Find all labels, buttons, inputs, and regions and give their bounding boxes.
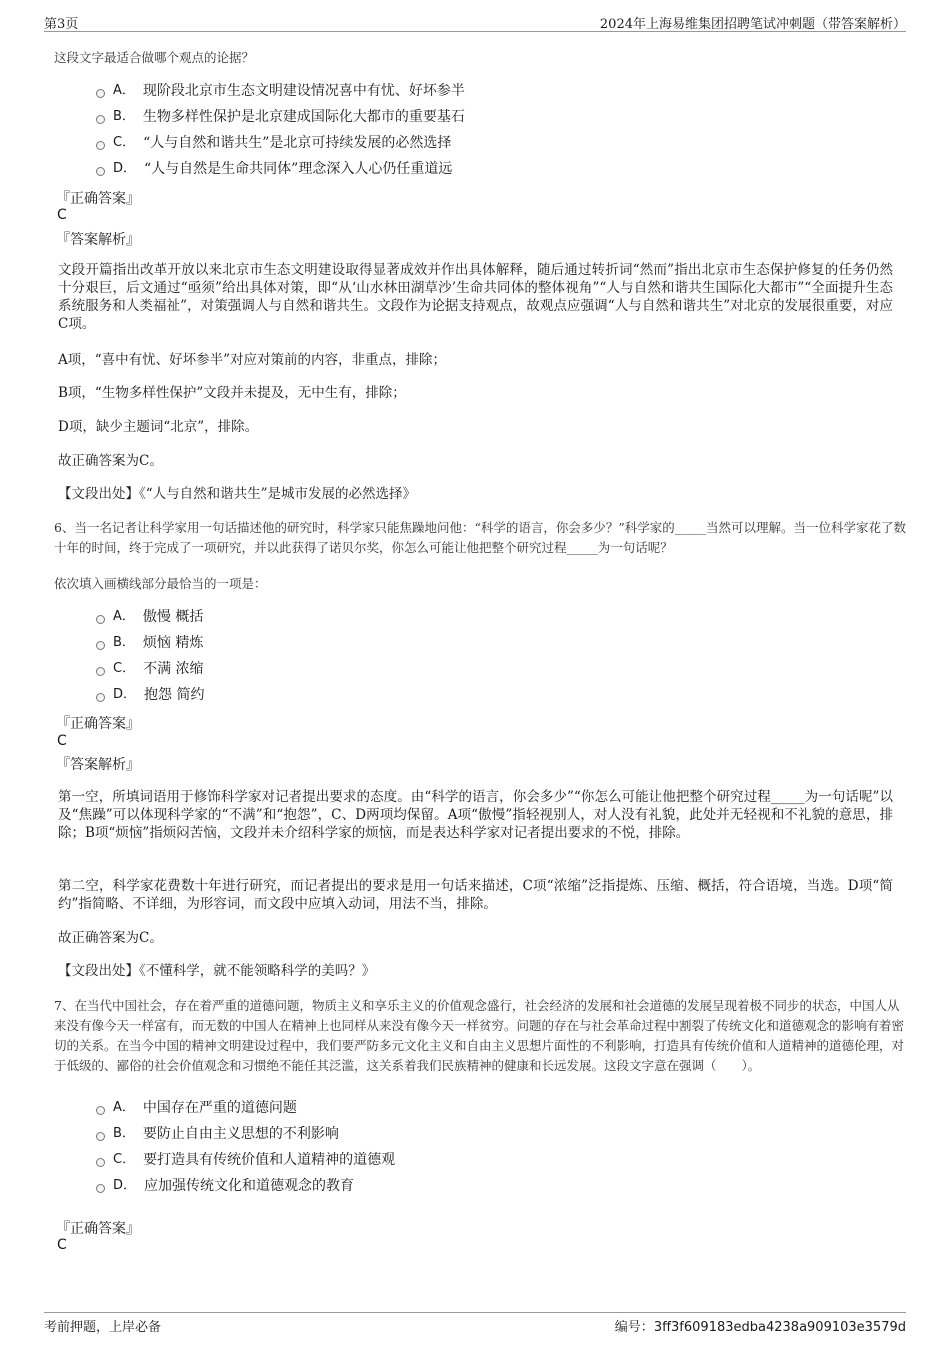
q6-answer-label: 『正确答案』 xyxy=(56,716,140,732)
document-title: 2024年上海易维集团招聘笔试冲刺题（带答案解析） xyxy=(599,17,906,32)
q6-analysis-paragraph: 第一空，所填词语用于修饰科学家对记者提出要求的态度。由“科学的语言，你会多少”“你怎么可能让他把整个研究过程_____为一句话呢”以及“焦躁”可以体现科学家的“不满”和“抱怨”，C、D两项均保留。A项“傲慢”指轻视别人，对人没有礼貌，此处并无轻视和不礼貌的意思，排除；B项“烦恼”指烦闷苦恼，文段并未介绍科学家的烦恼，而是表达科学家对记者提出要求的不悦，排除。 xyxy=(58,789,893,841)
q6-source: 【文段出处】《不懂科学，就不能领略科学的美吗？》 xyxy=(58,963,376,979)
q6-option-a[interactable]: A． 傲慢 概括 xyxy=(96,607,203,627)
radio-icon[interactable] xyxy=(96,615,105,624)
q7-option-d[interactable]: D． 应加强传统文化和道德观念的教育 xyxy=(96,1176,354,1196)
q5-analysis-paragraph: 故正确答案为C。 xyxy=(58,453,163,469)
radio-icon[interactable] xyxy=(96,141,105,150)
radio-icon[interactable] xyxy=(96,167,105,176)
q7-option-a[interactable]: A． 中国存在严重的道德问题 xyxy=(96,1098,297,1118)
radio-icon[interactable] xyxy=(96,1158,105,1167)
q7-answer: C xyxy=(57,1237,67,1253)
q6-answer: C xyxy=(57,733,67,749)
radio-icon[interactable] xyxy=(96,1132,105,1141)
q5-analysis-paragraph: 文段开篇指出改革开放以来北京市生态文明建设取得显著成效并作出具体解释，随后通过转折词“然而”指出北京市生态保护修复的任务仍然十分艰巨，后文通过“亟须”给出具体对策，即“从‘山水林田湖草沙’生命共同体的整体视角”“人与自然和谐共生国际化大都市”“全面提升生态系统服务和人类福祉”，对策强调人与自然和谐共生。文段作为论据支持观点，故观点应强调“人与自然和谐共生”对北京的发展很重要，对应C项。 xyxy=(58,262,893,332)
document-code xyxy=(615,1316,906,1335)
q7-answer-label: 『正确答案』 xyxy=(56,1221,140,1237)
q5-option-b[interactable]: B． 生物多样性保护是北京建成国际化大都市的重要基石 xyxy=(96,107,465,127)
radio-icon[interactable] xyxy=(96,641,105,650)
q5-answer-label: 『正确答案』 xyxy=(56,191,140,207)
page-number: 第3页 xyxy=(44,17,79,32)
footer-divider xyxy=(44,1312,906,1313)
q7-stem: 7、在当代中国社会，存在着严重的道德问题，物质主义和享乐主义的价值观念盛行，社会经济的发展和社会道德的发展呈现着极不同步的状态，中国人从来没有像今天一样富有，而无数的中国人在精神上也同样从来没有像今天一样贫穷。问题的存在与社会革命过程中割裂了传统文化和道德观念的影响有着密切的关系。在当今中国的精神文明建设过程中，我们要严防多元文化主义和自由主义思想片面性的不利影响，打造具有传统价值和人道精神的道德伦理，对于低级的、鄙俗的社会价值观念和习惯绝不能任其泛滥，这关系着我们民族精神的健康和长远发展。这段文字意在强调（ ）。 xyxy=(54,998,905,1073)
q5-analysis-paragraph: B项，“生物多样性保护”文段并未提及，无中生有，排除； xyxy=(58,385,406,401)
q5-answer: C xyxy=(57,207,67,223)
footer-slogan: 考前押题，上岸必备 xyxy=(44,1320,162,1335)
document-code-label: 编号： xyxy=(614,1320,654,1335)
q6-sub-stem: 依次填入画横线部分最恰当的一项是： xyxy=(54,576,267,591)
header-divider xyxy=(44,31,906,32)
q7-option-b[interactable]: B． 要防止自由主义思想的不利影响 xyxy=(96,1124,339,1144)
radio-icon[interactable] xyxy=(96,115,105,124)
document-code-value: 3ff3f609183edba4238a909103e3579d xyxy=(653,1320,906,1335)
q6-option-b[interactable]: B． 烦恼 精炼 xyxy=(96,633,203,653)
radio-icon[interactable] xyxy=(96,667,105,676)
q5-analysis-label: 『答案解析』 xyxy=(56,232,140,248)
q6-analysis-label: 『答案解析』 xyxy=(56,757,140,773)
q5-stem: 这段文字最适合做哪个观点的论据？ xyxy=(54,50,255,65)
radio-icon[interactable] xyxy=(96,1184,105,1193)
q6-option-c[interactable]: C． 不满 浓缩 xyxy=(96,659,204,679)
q5-option-c[interactable]: C． “人与自然和谐共生”是北京可持续发展的必然选择 xyxy=(96,133,451,153)
q5-analysis-paragraph: A项，“喜中有忧、好坏参半”对应对策前的内容，非重点，排除； xyxy=(58,352,447,368)
q6-option-d[interactable]: D． 抱怨 简约 xyxy=(96,685,204,705)
q5-source: 【文段出处】《“人与自然和谐共生”是城市发展的必然选择》 xyxy=(58,486,417,502)
radio-icon[interactable] xyxy=(96,693,105,702)
q5-option-a[interactable]: A． 现阶段北京市生态文明建设情况喜中有忧、好坏参半 xyxy=(96,81,465,101)
radio-icon[interactable] xyxy=(96,89,105,98)
q5-analysis-paragraph: D项，缺少主题词“北京”，排除。 xyxy=(58,419,259,435)
q6-analysis-paragraph: 第二空，科学家花费数十年进行研究，而记者提出的要求是用一句话来描述，C项“浓缩”泛指提炼、压缩、概括，符合语境，当选。D项“简约”指简略、不详细，为形容词，而文段中应填入动词，用法不当，排除。 xyxy=(58,878,893,912)
q5-option-d[interactable]: D． “人与自然是生命共同体”理念深入人心仍任重道远 xyxy=(96,159,452,179)
q6-stem: 6、当一名记者让科学家用一句话描述他的研究时，科学家只能焦躁地问他：“科学的语言，你会多少？”科学家的_____当然可以理解。当一位科学家花了数十年的时间，终于完成了一项研究，并以此获得了诺贝尔奖，你怎么可能让他把整个研究过程_____为一句话呢？ xyxy=(54,520,906,555)
q7-option-c[interactable]: C． 要打造具有传统价值和人道精神的道德观 xyxy=(96,1150,395,1170)
radio-icon[interactable] xyxy=(96,1106,105,1115)
q6-analysis-paragraph: 故正确答案为C。 xyxy=(58,930,163,946)
